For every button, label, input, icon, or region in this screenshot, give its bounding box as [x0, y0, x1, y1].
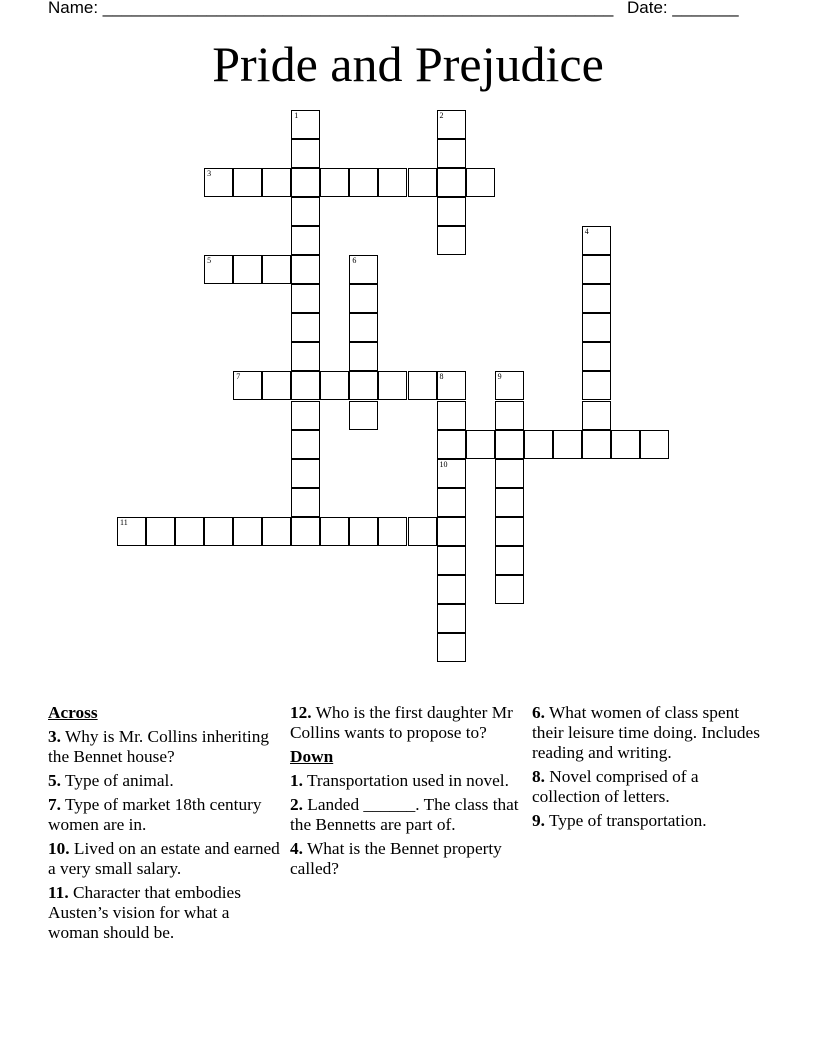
crossword-cell[interactable] — [495, 517, 524, 546]
crossword-cell[interactable] — [582, 401, 611, 430]
crossword-cell[interactable] — [495, 546, 524, 575]
crossword-cell[interactable] — [437, 139, 466, 168]
clue-down-8 — [532, 767, 768, 807]
clues-column-1 — [48, 703, 284, 947]
clue-number: 1. — [290, 771, 303, 790]
cell-number: 3 — [207, 169, 212, 179]
crossword-cell[interactable] — [495, 401, 524, 430]
crossword-cell[interactable] — [291, 197, 320, 226]
crossword-cell[interactable] — [233, 371, 262, 400]
crossword-cell[interactable] — [437, 604, 466, 633]
crossword-cell[interactable] — [437, 633, 466, 662]
crossword-cell[interactable] — [437, 401, 466, 430]
clue-number: 9. — [532, 811, 545, 830]
crossword-cell[interactable] — [204, 168, 233, 197]
crossword-cell[interactable] — [437, 459, 466, 488]
crossword-cell[interactable] — [640, 430, 669, 459]
crossword-cell[interactable] — [349, 371, 378, 400]
clue-number: 6. — [532, 703, 545, 722]
crossword-cell[interactable] — [233, 517, 262, 546]
clue-number: 3. — [48, 727, 61, 746]
clue-text: Character that embodies Austen’s vision for what a woman should be. — [48, 883, 241, 942]
crossword-cell[interactable] — [262, 517, 291, 546]
cell-number: 9 — [497, 372, 502, 382]
crossword-cell[interactable] — [437, 197, 466, 226]
crossword-cell[interactable] — [495, 488, 524, 517]
clue-number: 5. — [48, 771, 61, 790]
crossword-cell[interactable] — [582, 342, 611, 371]
crossword-cell[interactable] — [408, 517, 437, 546]
crossword-cell[interactable] — [553, 430, 582, 459]
crossword-cell[interactable] — [437, 110, 466, 139]
clue-text: Why is Mr. Collins inheriting the Bennet house? — [48, 727, 269, 766]
crossword-cell[interactable] — [291, 430, 320, 459]
clue-across-5 — [48, 771, 284, 791]
clue-number: 10. — [48, 839, 70, 858]
crossword-cell[interactable] — [291, 517, 320, 546]
crossword-cell[interactable] — [495, 430, 524, 459]
clue-across-11 — [48, 883, 284, 943]
crossword-cell[interactable] — [495, 459, 524, 488]
crossword-cell[interactable] — [204, 255, 233, 284]
cell-number: 4 — [584, 227, 589, 237]
clue-down-2 — [290, 795, 526, 835]
crossword-cell[interactable] — [233, 168, 262, 197]
clue-text: Who is the first daughter Mr Collins wants to propose to? — [290, 703, 513, 742]
crossword-cell[interactable] — [320, 168, 349, 197]
crossword-cell[interactable] — [291, 313, 320, 342]
crossword-cell[interactable] — [611, 430, 640, 459]
crossword-cell[interactable] — [204, 517, 233, 546]
crossword-cell[interactable] — [291, 342, 320, 371]
crossword-cell[interactable] — [349, 284, 378, 313]
crossword-cell[interactable] — [320, 517, 349, 546]
crossword-cell[interactable] — [320, 371, 349, 400]
clue-down-9 — [532, 811, 768, 831]
crossword-cell[interactable] — [466, 430, 495, 459]
cell-number: 5 — [207, 256, 212, 266]
crossword-cell[interactable] — [582, 226, 611, 255]
crossword-cell[interactable] — [408, 371, 437, 400]
cell-number: 6 — [352, 256, 357, 266]
clues-column-3 — [532, 703, 768, 835]
crossword-cell[interactable] — [437, 488, 466, 517]
clue-text: Landed ______. The class that the Bennetts are part of. — [290, 795, 519, 834]
crossword-cell[interactable] — [437, 517, 466, 546]
clues-column-2 — [290, 703, 526, 883]
crossword-cell[interactable] — [291, 459, 320, 488]
clue-text: Type of transportation. — [544, 811, 707, 830]
cell-number: 7 — [236, 372, 241, 382]
clue-text: Lived on an estate and earned a very small salary. — [48, 839, 280, 878]
crossword-cell[interactable] — [437, 371, 466, 400]
crossword-cell[interactable] — [291, 139, 320, 168]
crossword-cell[interactable] — [582, 284, 611, 313]
crossword-cell[interactable] — [291, 110, 320, 139]
clue-down-4 — [290, 839, 526, 879]
clue-down-6 — [532, 703, 768, 763]
crossword-cell[interactable] — [582, 313, 611, 342]
crossword-cell[interactable] — [495, 371, 524, 400]
crossword-cell[interactable] — [349, 313, 378, 342]
crossword-cell[interactable] — [408, 168, 437, 197]
crossword-cell[interactable] — [349, 401, 378, 430]
crossword-cell[interactable] — [349, 517, 378, 546]
crossword-cell[interactable] — [495, 575, 524, 604]
crossword-cell[interactable] — [146, 517, 175, 546]
crossword-cell[interactable] — [437, 546, 466, 575]
crossword-cell[interactable] — [524, 430, 553, 459]
down-heading: Down — [290, 747, 334, 766]
clue-number: 11. — [48, 883, 69, 902]
crossword-cell[interactable] — [233, 255, 262, 284]
crossword-cell[interactable] — [582, 371, 611, 400]
clue-number: 7. — [48, 795, 61, 814]
crossword-cell[interactable] — [349, 168, 378, 197]
crossword-cell[interactable] — [291, 401, 320, 430]
clue-across-10 — [48, 839, 284, 879]
crossword-cell[interactable] — [291, 255, 320, 284]
crossword-cell[interactable] — [349, 342, 378, 371]
crossword-cell[interactable] — [291, 284, 320, 313]
clue-number: 2. — [290, 795, 303, 814]
page-title: Pride and Prejudice — [212, 36, 604, 92]
clue-across-3 — [48, 727, 284, 767]
cell-number: 11 — [120, 517, 128, 527]
clue-text: What women of class spent their leisure time doing. Includes reading and writing. — [532, 703, 760, 762]
crossword-cell[interactable] — [378, 168, 407, 197]
crossword-cell[interactable] — [291, 226, 320, 255]
crossword-cell[interactable] — [291, 371, 320, 400]
crossword-cell[interactable] — [378, 371, 407, 400]
clue-text: Type of market 18th century women are in. — [48, 795, 262, 834]
crossword-cell[interactable] — [175, 517, 204, 546]
crossword-cell[interactable] — [349, 255, 378, 284]
crossword-cell[interactable] — [117, 517, 146, 546]
crossword-cell[interactable] — [262, 255, 291, 284]
name-field[interactable]: Name: ______________________________________________________ — [48, 0, 614, 17]
across-heading: Across — [48, 703, 98, 722]
clue-text: What is the Bennet property called? — [290, 839, 502, 878]
date-field[interactable]: Date: _______ — [627, 0, 739, 17]
clue-down-1 — [290, 771, 526, 791]
clue-text: Type of animal. — [60, 771, 174, 790]
clue-text: Novel comprised of a collection of letters. — [532, 767, 699, 806]
crossword-cell[interactable] — [437, 168, 466, 197]
cell-number: 8 — [439, 372, 444, 382]
cell-number: 10 — [439, 459, 448, 469]
crossword-cell[interactable] — [466, 168, 495, 197]
clue-number: 12. — [290, 703, 312, 722]
crossword-cell[interactable] — [378, 517, 407, 546]
clue-number: 4. — [290, 839, 303, 858]
clue-across-7 — [48, 795, 284, 835]
crossword-cell[interactable] — [582, 430, 611, 459]
crossword-cell[interactable] — [582, 255, 611, 284]
crossword-cell[interactable] — [262, 168, 291, 197]
clue-text: Transportation used in novel. — [302, 771, 509, 790]
crossword-cell[interactable] — [291, 488, 320, 517]
crossword-cell[interactable] — [437, 430, 466, 459]
crossword-cell[interactable] — [437, 575, 466, 604]
cell-number: 1 — [294, 111, 299, 120]
clue-number: 8. — [532, 767, 545, 786]
cell-number: 2 — [439, 111, 444, 120]
crossword-cell[interactable] — [437, 226, 466, 255]
crossword-cell[interactable] — [262, 371, 291, 400]
clue-across-12 — [290, 703, 526, 743]
crossword-cell[interactable] — [291, 168, 320, 197]
